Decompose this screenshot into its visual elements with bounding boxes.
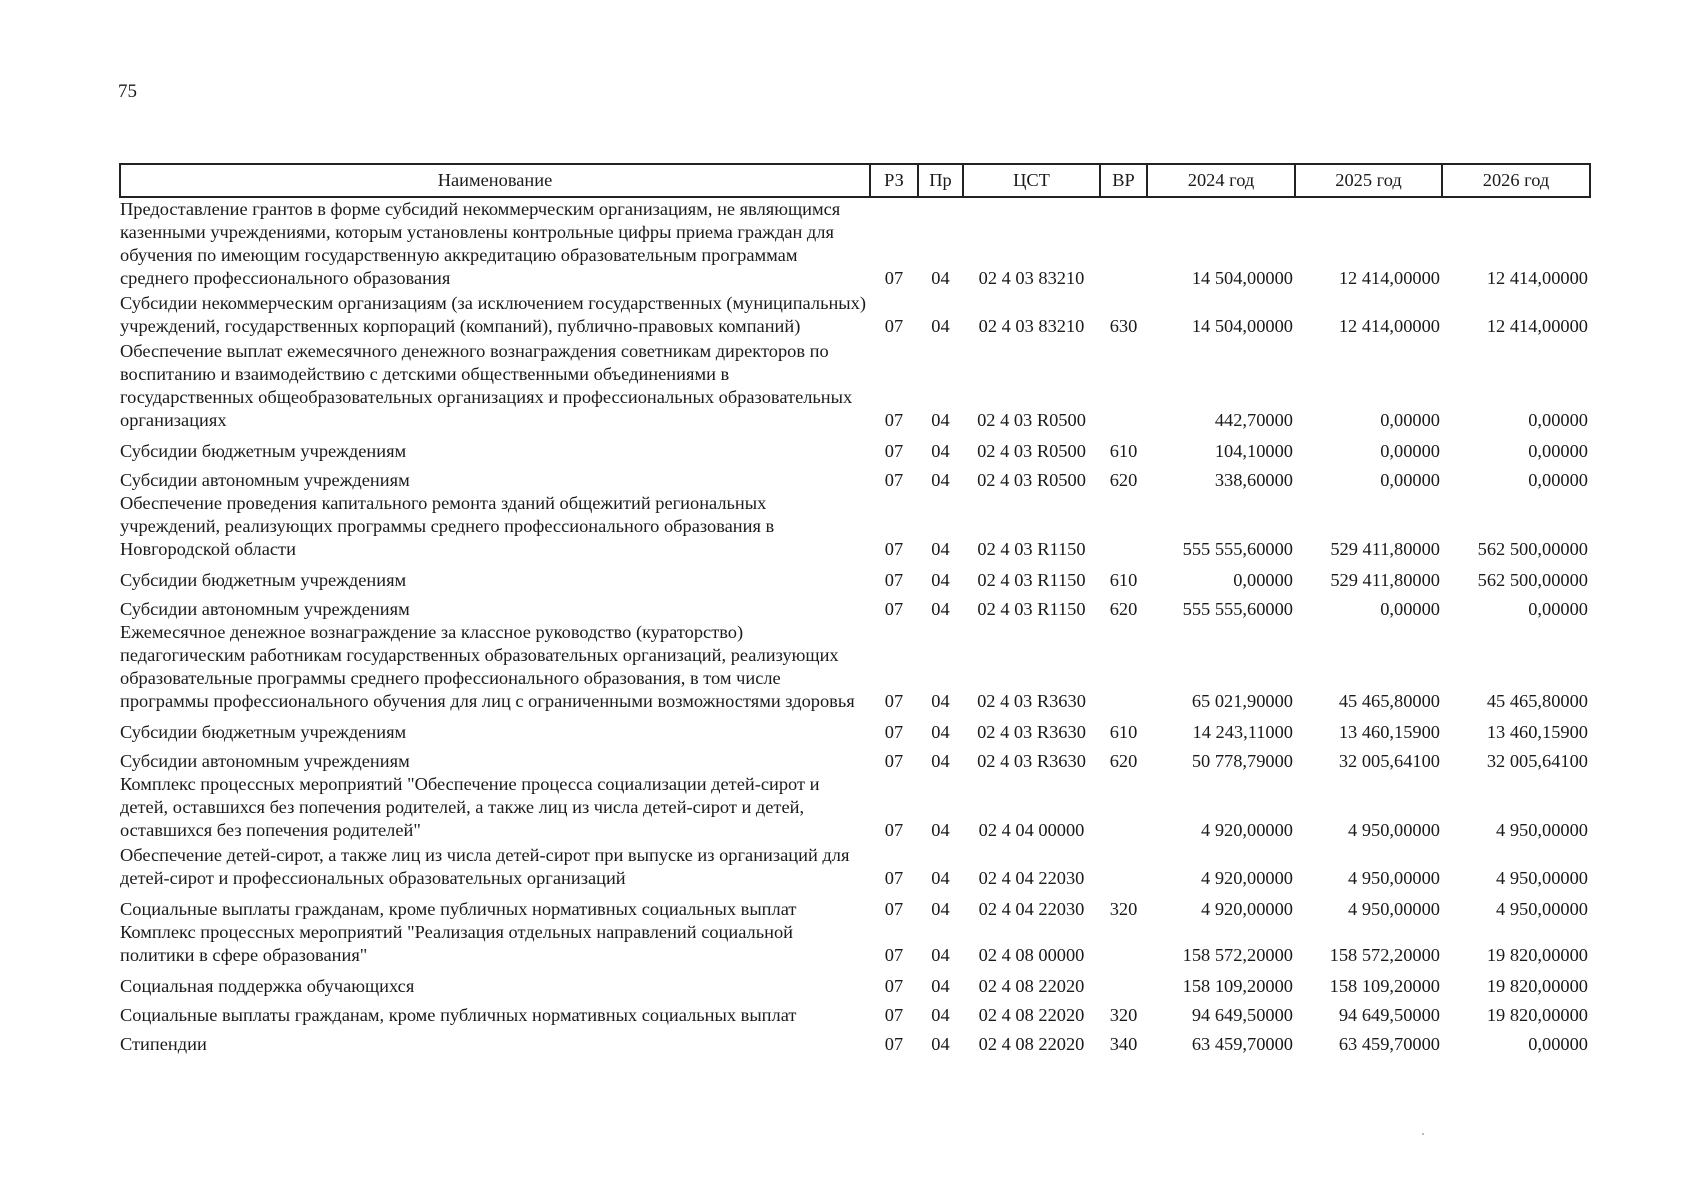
row-pr: 04 xyxy=(931,722,950,742)
table-row xyxy=(120,292,1590,340)
row-cst: 02 4 03 83210 xyxy=(978,268,1085,288)
row-cst: 02 4 08 22020 xyxy=(978,976,1085,996)
row-vr: 320 xyxy=(1109,1005,1138,1025)
row-cst: 02 4 03 R0500 xyxy=(977,441,1086,461)
header-pr: Пр xyxy=(918,164,963,197)
row-vr: 610 xyxy=(1109,722,1138,742)
row-vr xyxy=(1100,969,1147,998)
row-2026: 4 950,00000 xyxy=(1496,868,1588,888)
row-2024: 555 555,60000 xyxy=(1182,599,1293,619)
row-name: Комплекс процессных мероприятий "Обеспечение процесса социализации детей-сирот и детей, оставшихся без попечения родителей, а также лиц из числа детей-сирот и детей, оставшихся без попечения родителей" xyxy=(120,774,820,840)
header-name: Наименование xyxy=(120,164,870,197)
row-pr: 04 xyxy=(931,599,950,619)
table-body xyxy=(120,197,1590,1056)
row-name: Стипендии xyxy=(120,1034,207,1054)
row-2026: 4 950,00000 xyxy=(1496,899,1588,919)
row-2025: 45 465,80000 xyxy=(1338,691,1440,711)
table-row xyxy=(120,921,1590,969)
row-pr: 04 xyxy=(931,316,950,336)
row-2025: 158 572,20000 xyxy=(1329,945,1440,965)
row-name: Предоставление грантов в форме субсидий некоммерческим организациям, не являющимся казенными учреждениями, которым установлены контрольные цифры приема граждан для обучения по имеющим государственную аккредитацию образовательным программам среднего профессионального образования xyxy=(120,199,841,288)
row-2026: 32 005,64100 xyxy=(1486,751,1588,771)
row-name: Социальные выплаты гражданам, кроме публичных нормативных социальных выплат xyxy=(120,899,797,919)
row-rz: 07 xyxy=(884,410,904,430)
row-cst: 02 4 03 R1150 xyxy=(977,599,1086,619)
table-row xyxy=(120,197,1590,292)
row-pr: 04 xyxy=(931,751,950,771)
row-2024: 4 920,00000 xyxy=(1201,820,1293,840)
row-pr: 04 xyxy=(931,945,950,965)
row-2025: 529 411,80000 xyxy=(1330,539,1440,559)
row-rz: 07 xyxy=(884,1034,904,1054)
row-2024: 50 778,79000 xyxy=(1191,751,1293,771)
table-row xyxy=(120,844,1590,892)
row-vr xyxy=(1100,340,1147,434)
row-2026: 12 414,00000 xyxy=(1486,316,1588,336)
table-row xyxy=(120,744,1590,773)
table-row xyxy=(120,492,1590,563)
row-name: Ежемесячное денежное вознаграждение за классное руководство (кураторство) педагогическим работникам государственных образовательных организаций, реализующих образовательные программы среднего профессионального образования, в том числе программы профессионального обучения для лиц с ограниченными возможностями здоровья xyxy=(120,622,855,711)
row-2025: 94 649,50000 xyxy=(1338,1005,1440,1025)
row-name: Обеспечение детей-сирот, а также лиц из числа детей-сирот при выпуске из организаций для детей-сирот и профессиональных образовательных организаций xyxy=(120,845,850,888)
row-cst: 02 4 08 22020 xyxy=(978,1005,1085,1025)
row-2024: 65 021,90000 xyxy=(1191,691,1293,711)
row-vr xyxy=(1100,621,1147,715)
row-vr xyxy=(1100,773,1147,844)
row-pr: 04 xyxy=(931,1034,950,1054)
header-2026: 2026 год xyxy=(1442,164,1590,197)
row-2026: 45 465,80000 xyxy=(1486,691,1588,711)
row-2024: 338,60000 xyxy=(1214,470,1293,490)
row-2025: 4 950,00000 xyxy=(1348,820,1440,840)
row-vr: 620 xyxy=(1109,751,1138,771)
row-2026: 0,00000 xyxy=(1528,441,1588,461)
row-name: Субсидии автономным учреждениям xyxy=(120,751,410,771)
row-cst: 02 4 03 R3630 xyxy=(977,751,1086,771)
row-cst: 02 4 03 R1150 xyxy=(977,570,1086,590)
row-2024: 14 504,00000 xyxy=(1191,268,1293,288)
row-rz: 07 xyxy=(884,441,904,461)
row-2024: 4 920,00000 xyxy=(1201,899,1293,919)
row-name: Субсидии автономным учреждениям xyxy=(120,470,410,490)
row-2025: 13 460,15900 xyxy=(1338,722,1440,742)
row-vr xyxy=(1100,492,1147,563)
row-pr: 04 xyxy=(931,976,950,996)
row-2026: 4 950,00000 xyxy=(1496,820,1588,840)
row-cst: 02 4 03 R0500 xyxy=(977,470,1086,490)
row-rz: 07 xyxy=(884,570,904,590)
row-2024: 158 109,20000 xyxy=(1182,976,1293,996)
row-pr: 04 xyxy=(931,410,950,430)
row-2025: 158 109,20000 xyxy=(1329,976,1440,996)
row-cst: 02 4 03 R3630 xyxy=(977,691,1086,711)
table-row xyxy=(120,773,1590,844)
row-pr: 04 xyxy=(931,820,950,840)
table-row xyxy=(120,592,1590,621)
row-2025: 4 950,00000 xyxy=(1348,868,1440,888)
scan-artifact xyxy=(1422,1133,1424,1135)
row-2026: 0,00000 xyxy=(1528,470,1588,490)
table-row xyxy=(120,892,1590,921)
row-2026: 0,00000 xyxy=(1528,410,1588,430)
row-2026: 0,00000 xyxy=(1528,599,1588,619)
row-rz: 07 xyxy=(884,691,904,711)
row-rz: 07 xyxy=(884,470,904,490)
row-cst: 02 4 04 22030 xyxy=(978,899,1085,919)
row-pr: 04 xyxy=(931,470,950,490)
row-rz: 07 xyxy=(884,976,904,996)
header-row xyxy=(120,164,1590,197)
row-pr: 04 xyxy=(931,691,950,711)
table-row xyxy=(120,434,1590,463)
row-rz: 07 xyxy=(884,599,904,619)
row-2026: 12 414,00000 xyxy=(1486,268,1588,288)
row-2024: 555 555,60000 xyxy=(1182,539,1293,559)
row-2024: 0,00000 xyxy=(1233,570,1293,590)
row-2026: 562 500,00000 xyxy=(1477,570,1588,590)
row-cst: 02 4 04 22030 xyxy=(978,868,1085,888)
row-2024: 94 649,50000 xyxy=(1191,1005,1293,1025)
row-pr: 04 xyxy=(931,899,950,919)
row-cst: 02 4 03 R3630 xyxy=(977,722,1086,742)
row-2026: 13 460,15900 xyxy=(1486,722,1588,742)
row-2025: 529 411,80000 xyxy=(1330,570,1440,590)
row-cst: 02 4 04 00000 xyxy=(978,820,1085,840)
row-cst: 02 4 08 22020 xyxy=(978,1034,1085,1054)
row-vr xyxy=(1100,921,1147,969)
row-vr: 630 xyxy=(1109,316,1138,336)
row-name: Субсидии бюджетным учреждениям xyxy=(120,570,407,590)
row-2024: 14 243,11000 xyxy=(1192,722,1293,742)
row-name: Субсидии некоммерческим организациям (за исключением государственных (муниципальных) учреждений, государственных корпораций (компаний), публично-правовых компаний) xyxy=(120,293,866,336)
row-rz: 07 xyxy=(884,945,904,965)
table-row xyxy=(120,463,1590,492)
row-vr: 620 xyxy=(1109,599,1138,619)
row-name: Социальная поддержка обучающихся xyxy=(120,976,415,996)
row-pr: 04 xyxy=(931,539,950,559)
row-2024: 14 504,00000 xyxy=(1191,316,1293,336)
row-name: Субсидии автономным учреждениям xyxy=(120,599,410,619)
row-rz: 07 xyxy=(884,316,904,336)
row-2025: 0,00000 xyxy=(1380,599,1440,619)
row-pr: 04 xyxy=(931,570,950,590)
row-vr xyxy=(1100,844,1147,892)
table-row xyxy=(120,998,1590,1027)
table-row xyxy=(120,621,1590,715)
row-cst: 02 4 03 R0500 xyxy=(977,410,1086,430)
header-2024: 2024 год xyxy=(1147,164,1295,197)
row-cst: 02 4 03 R1150 xyxy=(977,539,1086,559)
row-2025: 12 414,00000 xyxy=(1338,268,1440,288)
row-name: Обеспечение выплат ежемесячного денежного вознаграждения советникам директоров по воспитанию и взаимодействию с детскими общественными объединениями в государственных общеобразовательных организациях и профессиональных образовательных организациях xyxy=(120,341,853,430)
row-2026: 19 820,00000 xyxy=(1486,1005,1588,1025)
header-rz: РЗ xyxy=(870,164,918,197)
row-2025: 32 005,64100 xyxy=(1338,751,1440,771)
row-rz: 07 xyxy=(884,868,904,888)
row-rz: 07 xyxy=(884,820,904,840)
row-vr: 340 xyxy=(1109,1034,1138,1054)
table-row xyxy=(120,563,1590,592)
row-rz: 07 xyxy=(884,722,904,742)
row-pr: 04 xyxy=(931,1005,950,1025)
row-name: Субсидии бюджетным учреждениям xyxy=(120,441,407,461)
row-2025: 63 459,70000 xyxy=(1338,1034,1440,1054)
row-vr: 610 xyxy=(1109,441,1138,461)
row-2024: 4 920,00000 xyxy=(1201,868,1293,888)
row-2026: 19 820,00000 xyxy=(1486,945,1588,965)
row-2025: 0,00000 xyxy=(1380,410,1440,430)
row-2024: 63 459,70000 xyxy=(1191,1034,1293,1054)
table-row xyxy=(120,715,1590,744)
row-vr: 320 xyxy=(1109,899,1138,919)
row-rz: 07 xyxy=(884,1005,904,1025)
header-2025: 2025 год xyxy=(1295,164,1442,197)
row-cst: 02 4 03 83210 xyxy=(978,316,1085,336)
row-vr xyxy=(1100,197,1147,292)
table-row xyxy=(120,1027,1590,1056)
row-2026: 0,00000 xyxy=(1528,1034,1588,1054)
row-pr: 04 xyxy=(931,868,950,888)
row-2024: 158 572,20000 xyxy=(1182,945,1293,965)
row-name: Обеспечение проведения капитального ремонта зданий общежитий региональных учреждений, реализующих программы среднего профессионального образования в Новгородской области xyxy=(120,493,775,559)
row-name: Субсидии бюджетным учреждениям xyxy=(120,722,407,742)
row-2025: 4 950,00000 xyxy=(1348,899,1440,919)
row-pr: 04 xyxy=(931,268,950,288)
row-2026: 19 820,00000 xyxy=(1486,976,1588,996)
row-rz: 07 xyxy=(884,539,904,559)
header-cst: ЦСТ xyxy=(963,164,1100,197)
row-2025: 0,00000 xyxy=(1380,470,1440,490)
row-2025: 12 414,00000 xyxy=(1338,316,1440,336)
row-2026: 562 500,00000 xyxy=(1477,539,1588,559)
row-vr: 620 xyxy=(1109,470,1138,490)
page-number: 75 xyxy=(118,81,137,102)
row-2024: 442,70000 xyxy=(1214,410,1293,430)
row-rz: 07 xyxy=(884,268,904,288)
row-cst: 02 4 08 00000 xyxy=(978,945,1085,965)
row-2024: 104,10000 xyxy=(1214,441,1293,461)
row-2025: 0,00000 xyxy=(1380,441,1440,461)
row-vr: 610 xyxy=(1109,570,1138,590)
header-vr: ВР xyxy=(1100,164,1147,197)
row-pr: 04 xyxy=(931,441,950,461)
row-rz: 07 xyxy=(884,751,904,771)
table-header xyxy=(120,164,1590,197)
table-row xyxy=(120,969,1590,998)
row-rz: 07 xyxy=(884,899,904,919)
table-row xyxy=(120,340,1590,434)
row-name: Комплекс процессных мероприятий "Реализация отдельных направлений социальной политики в сфере образования" xyxy=(120,922,793,965)
row-name: Социальные выплаты гражданам, кроме публичных нормативных социальных выплат xyxy=(120,1005,797,1025)
budget-table xyxy=(119,163,1591,1056)
